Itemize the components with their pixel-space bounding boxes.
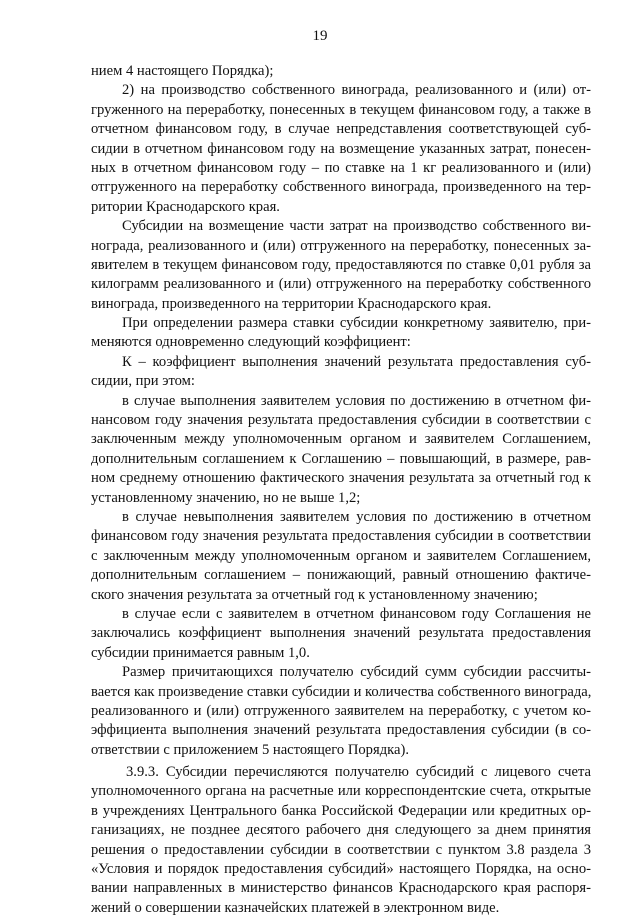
page-number: 19	[312, 28, 328, 44]
text-line: в случае если с заявителем в отчетном финансовом году Соглашения не	[122, 605, 591, 622]
text-line: сидии в отчетном финансовом году на возмещение указанных затрат, понесен-	[91, 140, 591, 157]
text-line: реализованного и (или) отгруженного заявителем на переработку, с учетом ко-	[91, 702, 591, 719]
text-line: «Условия и порядок предоставления субсидий» настоящего Порядка, на осно-	[91, 861, 591, 878]
text-line: заключенным между уполномоченным органом и заявителем Соглашением,	[91, 431, 591, 448]
paragraph	[91, 392, 591, 508]
text-line: жений о совершении казначейских платежей в электронном виде.	[91, 899, 500, 916]
text-line: Размер причитающихся получателю субсидий сумм субсидии рассчиты-	[122, 664, 591, 681]
text-line: винограда, произведенного на территории Краснодарского края.	[91, 295, 492, 312]
text-line: уполномоченного органа на расчетные или корреспондентские счета, открытые	[91, 783, 591, 800]
text-line: нансовом году значения результата предоставления субсидии в соответствии с	[91, 412, 591, 429]
text-line: вается как произведение ставки субсидии и количества собственного винограда,	[91, 683, 592, 700]
text-line: вании направленных в министерство финансов Краснодарского края распоря-	[91, 880, 591, 897]
text-line: решения о предоставлении субсидии в соответствии с пунктом 3.8 раздела 3	[91, 841, 591, 858]
text-line: дополнительным соглашением – понижающий, равный отношению фактиче-	[91, 567, 591, 584]
text-line: ритории Краснодарского края.	[91, 198, 280, 215]
text-line: явителем в текущем финансовом году, предоставляются по ставке 0,01 рубля за	[91, 256, 591, 273]
paragraph	[91, 81, 591, 217]
paragraph	[91, 763, 591, 918]
text-line: отгруженного на переработку собственного винограда, произведенного на тер-	[91, 179, 591, 196]
text-line: в случае невыполнения заявителем условия по достижению в отчетном	[122, 508, 591, 525]
text-line: ского значения результата за отчетный год к установленному значению;	[91, 586, 538, 603]
text-line: ных в отчетном финансовом году – по ставке на 1 кг реализованного и (или)	[91, 159, 591, 176]
paragraph	[91, 508, 591, 605]
text-line: заключались коэффициент выполнения значений результата предоставления	[91, 625, 591, 642]
text-line: ном среднему отношению фактического значения результата за отчетный год к	[91, 470, 591, 487]
paragraph	[91, 314, 591, 353]
text-line: установленному значению, но не выше 1,2;	[91, 489, 361, 506]
paragraph	[91, 663, 591, 760]
text-line: субсидии принимается равным 1,0.	[91, 644, 310, 661]
text-line: 3.9.3. Субсидии перечисляются получателю субсидий с лицевого счета	[126, 764, 591, 781]
document-body	[91, 62, 591, 918]
text-line: меняются одновременно следующий коэффициент:	[91, 334, 411, 351]
text-line: груженного на переработку, понесенных в текущем финансовом году, а также в	[91, 101, 591, 118]
text-line: дополнительным соглашением к Соглашению – повышающий, в размере, рав-	[91, 450, 591, 467]
text-line: в случае выполнения заявителем условия по достижению в отчетном фи-	[122, 392, 591, 409]
text-line: К – коэффициент выполнения значений результата предоставления суб-	[122, 353, 591, 370]
paragraph	[91, 353, 591, 392]
text-line: ответствии с приложением 5 настоящего Порядка).	[91, 741, 409, 758]
text-line: При определении размера ставки субсидии конкретному заявителю, при-	[122, 315, 591, 332]
text-line: сидии, при этом:	[91, 373, 195, 390]
text-line: ганизациях, не позднее десятого рабочего дня следующего за днем принятия	[91, 822, 591, 839]
paragraph	[91, 217, 591, 314]
text-line: с заключенным между уполномоченным органом и заявителем Соглашением,	[91, 547, 591, 564]
text-line: нограда, реализованного и (или) отгруженного на переработку, понесенных за-	[91, 237, 591, 254]
text-line: килограмм реализованного и (или) отгруженного на переработку собственного	[91, 276, 591, 293]
text-line: нием 4 настоящего Порядка);	[91, 63, 274, 79]
text-line: финансовом году значения результата предоставления субсидии в соответствии	[91, 528, 591, 545]
text-line: в учреждениях Центрального банка Российской Федерации или кредитных ор-	[91, 802, 591, 819]
text-line: 2) на производство собственного винограда, реализованного и (или) от-	[122, 82, 591, 99]
text-line: эффициента выполнения значений результата предоставления субсидии (в со-	[91, 722, 591, 739]
text-line: Субсидии на возмещение части затрат на производство собственного ви-	[122, 218, 591, 235]
paragraph	[91, 62, 591, 81]
paragraph	[91, 605, 591, 663]
text-line: отчетном финансовом году, в случае непредставления соответствующей суб-	[91, 121, 591, 138]
